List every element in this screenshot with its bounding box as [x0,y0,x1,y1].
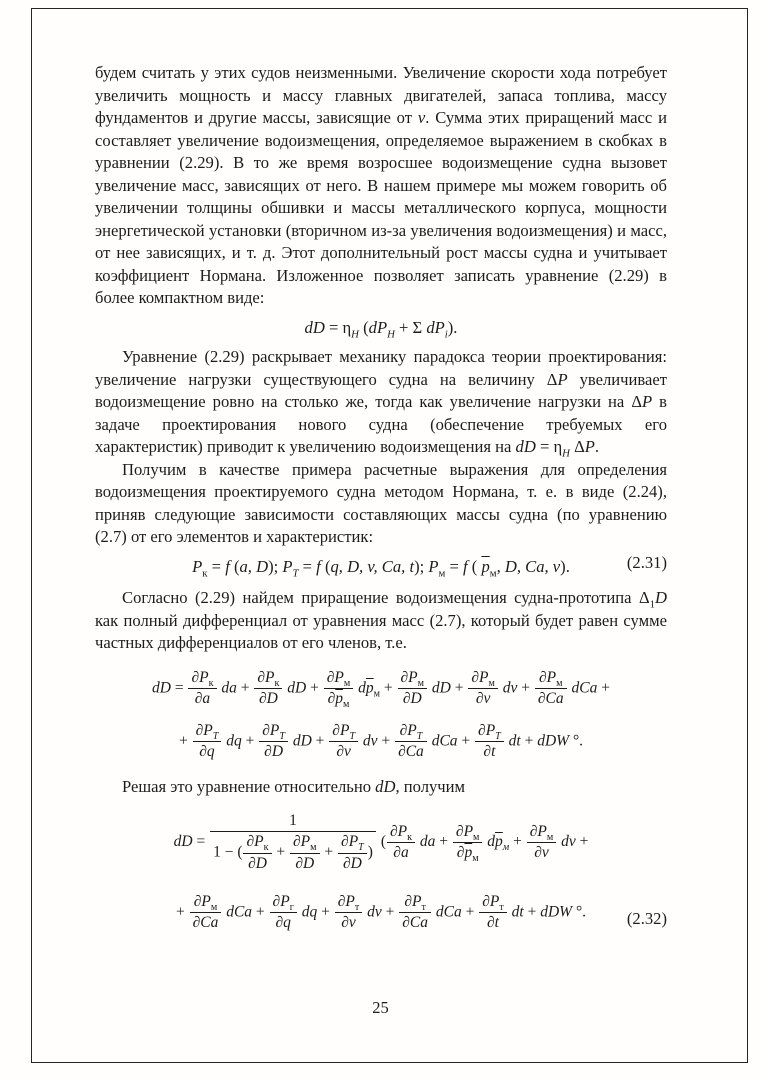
equation-number-2-31: (2.31) [626,552,667,572]
fraction: $\frac{\partial P_T}{\partial q}$ [193,722,222,762]
fraction: $\frac{\partial P_м}{\partial D}$ [398,669,428,709]
fraction: $\frac{\partial P_г}{\partial q}$ [270,893,297,933]
fraction: $\frac{\partial P_м}{\partial\overline{p}_м}$ [324,669,354,709]
fraction: $\frac{\partial P_м}{\partial\overline{p}_м}$ [453,823,483,863]
fraction: $\frac{\partial P_к}{\partial a}$ [387,823,415,863]
paragraph-5: Решая это уравнение относительно dD, получим [122,776,466,796]
equation-body: + $\frac{\partial P_T}{\partial q}$ dq + $\frac{\partial P_T}{\partial D}$ dD + $\frac{\partial P_T}{\partial v}$ dv + $\frac{\partial P_T}{\partial Ca}$ dCa + $\frac{\partial P_T}{\partial t}$ dt + dDW °. [178,722,584,761]
fraction: $\frac{\partial P_м}{\partial Ca}$ [190,893,222,933]
fraction: $\frac{\partial P_к}{\partial a}$ [188,669,216,709]
equation-body: $P_к = f$ (a, D); $P_T = f$ (q, D, v, Ca, t); $P_м = f$ ( $\overline{p}_м$, D, Ca, v). [192,556,570,579]
paragraph-4: Согласно (2.29) найдем приращение водоизмещения судна-прототипа $\Delta_1D$ как полный дифференциал от уравнения масс (2.7), который будет равен сумме частных дифференциалов от его членов, т.е. [95,588,667,652]
equation-body: dD = $\eta_H$ ($dP_H + \Sigma$ $dP_i$). [304,317,458,340]
equation-body: dD = 1 1 − ( $\frac{\partial P_к}{\partial D}$ + $\frac{\partial P_м}{\partial D}$ + $\frac{\partial P_T}{\partial D}$ ) ( $\frac{\partial P_к}{\partial a}$ da + $\frac{\partial P_м}{\partial\overline{p}_м}$ $d\overline{p}_м$ + $\frac{\partial P_м}{\partial v}$ dv + [173,812,589,872]
fraction: 1 1 − ( $\frac{\partial P_к}{\partial D}$ + $\frac{\partial P_м}{\partial D}$ + $\frac{\partial P_T}{\partial D}$ ) [210,812,376,873]
fraction: $\frac{\partial P_T}{\partial D}$ [338,833,367,873]
paragraph-3: Получим в качестве примера расчетные выражения для определения водоизмещения проектируемого судна методом Нормана, т. е. в виде (2.24), приняв следующие зависимости составляющих массы судна (по уравнению (2.7) от его элементов и характеристик: [95,459,667,546]
fraction: $\frac{\partial P_T}{\partial v}$ [329,722,358,762]
fraction: $\frac{\partial P_к}{\partial D}$ [254,669,282,709]
fraction: $\frac{\partial P_к}{\partial D}$ [243,833,271,873]
paragraph-1: будем считать у этих судов неизменными. Увеличение скорости хода потребует увеличить мощность и массу главных двигателей, запаса топлива, массу фундаментов и другие массы, зависящие от v. Сумма этих приращений масс и составляет увеличение водоизмещения, определяемое выражением в скобках в уравнении (2.29). В то же время возросшее водоизмещение судна вызовет увеличение масс, зависящих от него. В нашем примере мы можем говорить об увеличении толщины обшивки и массы металлического корпуса, мощности энергетической установки (вторичном из-за увеличения водоизмещения) и масс, от нее зависящих, и т. д. Этот дополнительный рост массы судна и учитывает коэффициент Нормана. Изложенное позволяет записать уравнение (2.29) в более компактном виде: [95,63,668,307]
equation-2-32-line1 [95,812,667,873]
fraction: $\frac{\partial P_м}{\partial D}$ [290,833,320,873]
fraction: $\frac{\partial P_T}{\partial D}$ [259,722,288,762]
fraction: $\frac{\partial P_T}{\partial t}$ [475,722,504,762]
page-content [95,62,667,947]
fraction: $\frac{\partial P_т}{\partial Ca}$ [399,893,431,933]
paragraph-2: Уравнение (2.29) раскрывает механику парадокса теории проектирования: увеличение нагрузки существующего судна на величину ΔP увеличивает водоизмещение ровно на столько же, тогда как увеличение нагрузки на ΔP в задаче проектирования нового судна (обеспечение требуемых его характеристик) приводит к увеличению водоизмещения на dD = $\eta_H$ ΔP. [95,347,668,460]
equation-2-32-line2 [95,893,667,933]
fraction: $\frac{\partial P_м}{\partial v}$ [527,823,557,863]
equation-body: + $\frac{\partial P_м}{\partial Ca}$ dCa + $\frac{\partial P_г}{\partial q}$ dq + $\frac{\partial P_т}{\partial v}$ dv + $\frac{\partial P_т}{\partial Ca}$ dCa + $\frac{\partial P_т}{\partial t}$ dt + dDW °. [175,892,587,932]
fraction: $\frac{\partial P_T}{\partial Ca}$ [395,722,427,762]
equation-compact-norman [95,317,667,340]
equation-body: dD = $\frac{\partial P_к}{\partial a}$ da + $\frac{\partial P_к}{\partial D}$ dD + $\frac{\partial P_м}{\partial\overline{p}_м}$ $d\overline{p}_м$ + $\frac{\partial P_м}{\partial D}$ dD + $\frac{\partial P_м}{\partial v}$ dv + $\frac{\partial P_м}{\partial Ca}$ dCa + [152,668,610,710]
fraction: $\frac{\partial P_м}{\partial v}$ [468,669,498,709]
fraction: $\frac{\partial P_т}{\partial v}$ [335,893,363,933]
fraction: $\frac{\partial P_т}{\partial t}$ [479,893,507,933]
equation-2-31 [95,552,667,579]
page-number: 25 [372,998,389,1017]
equation-full-differential-line1 [95,669,667,709]
equation-number-2-32: (2.32) [626,908,667,928]
fraction: $\frac{\partial P_м}{\partial Ca}$ [535,669,567,709]
equation-full-differential-line2 [95,722,667,762]
